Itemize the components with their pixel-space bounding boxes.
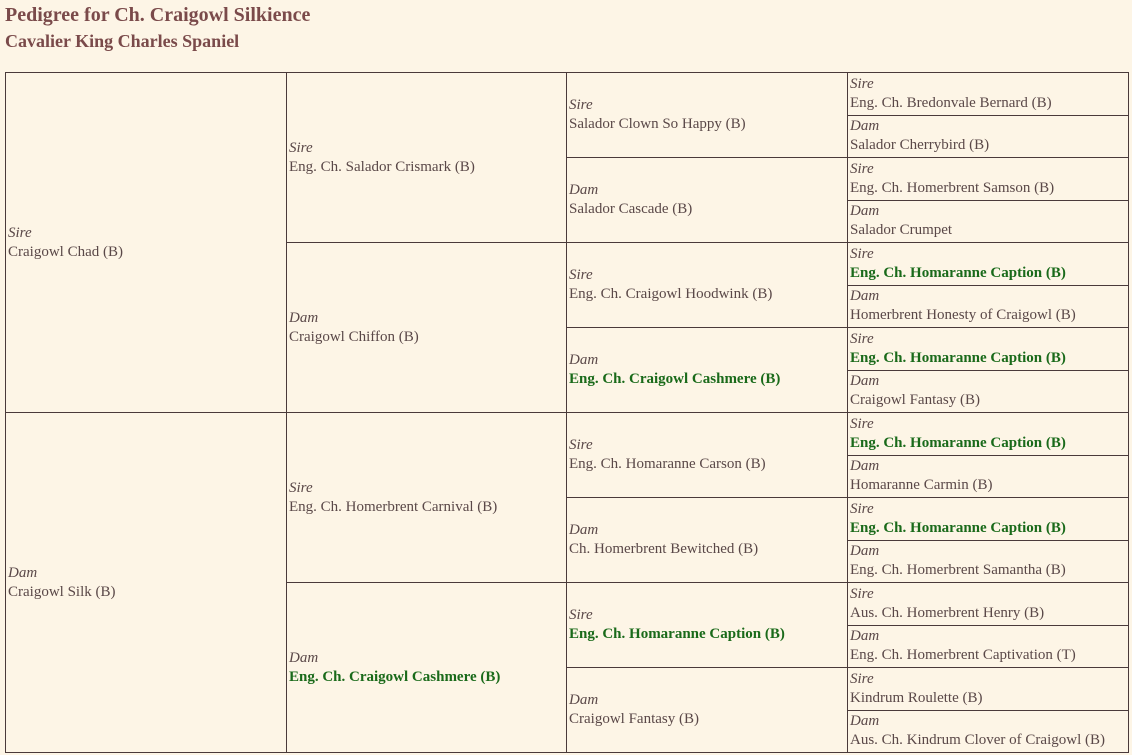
dog-name: Eng. Ch. Homerbrent Samson (B) [850, 179, 1055, 196]
gen4-dam-cell [848, 540, 1129, 583]
gen2-dam-cell [287, 583, 567, 753]
dog-name: Craigowl Chiffon (B) [289, 328, 419, 345]
dog-name: Aus. Ch. Kindrum Clover of Craigowl (B) [850, 732, 1105, 749]
gen2-dam-cell [287, 243, 567, 413]
gen1-dam-cell [6, 413, 287, 753]
page-title: Pedigree for Ch. Craigowl Silkience [5, 4, 311, 26]
pedigree-row [6, 73, 1129, 116]
dog-name: Eng. Ch. Craigowl Hoodwink (B) [569, 286, 773, 302]
relation-label: Dam [850, 203, 880, 220]
breed-subtitle: Cavalier King Charles Spaniel [5, 31, 240, 51]
gen4-sire-cell [848, 243, 1129, 286]
relation-label: Dam [850, 628, 880, 645]
gen4-sire-cell [848, 498, 1129, 541]
gen1-sire-cell [6, 73, 287, 413]
relation-label: Dam [569, 352, 599, 368]
gen4-sire-cell [848, 413, 1129, 456]
dog-name: Salador Cherrybird (B) [850, 137, 990, 154]
relation-label: Dam [850, 288, 880, 305]
relation-label: Sire [850, 160, 874, 177]
pedigree-table [5, 72, 1129, 753]
dog-name: Eng. Ch. Craigowl Cashmere (B) [289, 668, 501, 685]
relation-label: Sire [569, 437, 593, 453]
gen3-dam-cell [567, 498, 848, 583]
gen3-sire-cell [567, 413, 848, 498]
dog-name: Craigowl Chad (B) [8, 243, 123, 260]
relation-label: Sire [569, 267, 593, 283]
pedigree-row [6, 413, 1129, 456]
gen3-sire-cell [567, 73, 848, 158]
gen2-sire-cell [287, 73, 567, 243]
relation-label: Dam [569, 182, 599, 198]
dog-name: Eng. Ch. Homaranne Carson (B) [569, 456, 766, 472]
gen3-dam-cell [567, 328, 848, 413]
gen3-dam-cell [567, 668, 848, 753]
dog-name: Aus. Ch. Homerbrent Henry (B) [850, 604, 1045, 621]
relation-label: Dam [289, 649, 319, 666]
relation-label: Dam [289, 309, 319, 326]
dog-name: Eng. Ch. Bredonvale Bernard (B) [850, 94, 1052, 111]
gen4-dam-cell [848, 285, 1129, 328]
dog-name: Eng. Ch. Homerbrent Carnival (B) [289, 498, 498, 515]
relation-label: Dam [569, 522, 599, 538]
relation-label: Sire [850, 75, 874, 92]
dog-name: Eng. Ch. Salador Crismark (B) [289, 158, 475, 175]
relation-label: Dam [850, 543, 880, 560]
gen3-dam-cell [567, 158, 848, 243]
dog-name: Homaranne Carmin (B) [850, 477, 993, 494]
gen4-dam-cell [848, 455, 1129, 498]
relation-label: Sire [850, 500, 874, 517]
dog-name: Eng. Ch. Homerbrent Samantha (B) [850, 562, 1066, 579]
relation-label: Dam [8, 564, 38, 581]
dog-name: Eng. Ch. Homaranne Caption (B) [850, 519, 1066, 536]
dog-name: Salador Cascade (B) [569, 201, 693, 217]
dog-name: Kindrum Roulette (B) [850, 689, 983, 706]
relation-label: Sire [8, 224, 32, 241]
dog-name: Eng. Ch. Homerbrent Captivation (T) [850, 647, 1076, 664]
dog-name: Salador Clown So Happy (B) [569, 116, 746, 132]
relation-label: Dam [850, 713, 880, 730]
gen4-sire-cell [848, 328, 1129, 371]
relation-label: Sire [289, 139, 313, 156]
relation-label: Sire [289, 479, 313, 496]
relation-label: Sire [569, 607, 593, 623]
dog-name: Homerbrent Honesty of Craigowl (B) [850, 307, 1076, 324]
relation-label: Dam [569, 692, 599, 708]
dog-name: Eng. Ch. Homaranne Caption (B) [850, 264, 1066, 281]
relation-label: Sire [850, 585, 874, 602]
gen4-dam-cell [848, 625, 1129, 668]
relation-label: Sire [850, 415, 874, 432]
gen3-sire-cell [567, 243, 848, 328]
relation-label: Sire [850, 330, 874, 347]
dog-name: Eng. Ch. Craigowl Cashmere (B) [569, 371, 781, 387]
relation-label: Sire [569, 97, 593, 113]
relation-label: Dam [850, 118, 880, 135]
gen4-sire-cell [848, 668, 1129, 711]
relation-label: Dam [850, 458, 880, 475]
relation-label: Sire [850, 245, 874, 262]
dog-name: Eng. Ch. Homaranne Caption (B) [850, 349, 1066, 366]
dog-name: Craigowl Silk (B) [8, 583, 116, 600]
gen4-dam-cell [848, 710, 1129, 753]
gen4-sire-cell [848, 73, 1129, 116]
relation-label: Sire [850, 670, 874, 687]
gen3-sire-cell [567, 583, 848, 668]
dog-name: Craigowl Fantasy (B) [850, 392, 980, 409]
gen2-sire-cell [287, 413, 567, 583]
dog-name: Salador Crumpet [850, 222, 953, 239]
gen4-dam-cell [848, 115, 1129, 158]
dog-name: Eng. Ch. Homaranne Caption (B) [569, 626, 785, 642]
gen4-sire-cell [848, 158, 1129, 201]
dog-name: Craigowl Fantasy (B) [569, 711, 699, 727]
gen4-dam-cell [848, 370, 1129, 413]
gen4-sire-cell [848, 583, 1129, 626]
dog-name: Ch. Homerbrent Bewitched (B) [569, 541, 759, 557]
dog-name: Eng. Ch. Homaranne Caption (B) [850, 434, 1066, 451]
gen4-dam-cell [848, 200, 1129, 243]
relation-label: Dam [850, 373, 880, 390]
